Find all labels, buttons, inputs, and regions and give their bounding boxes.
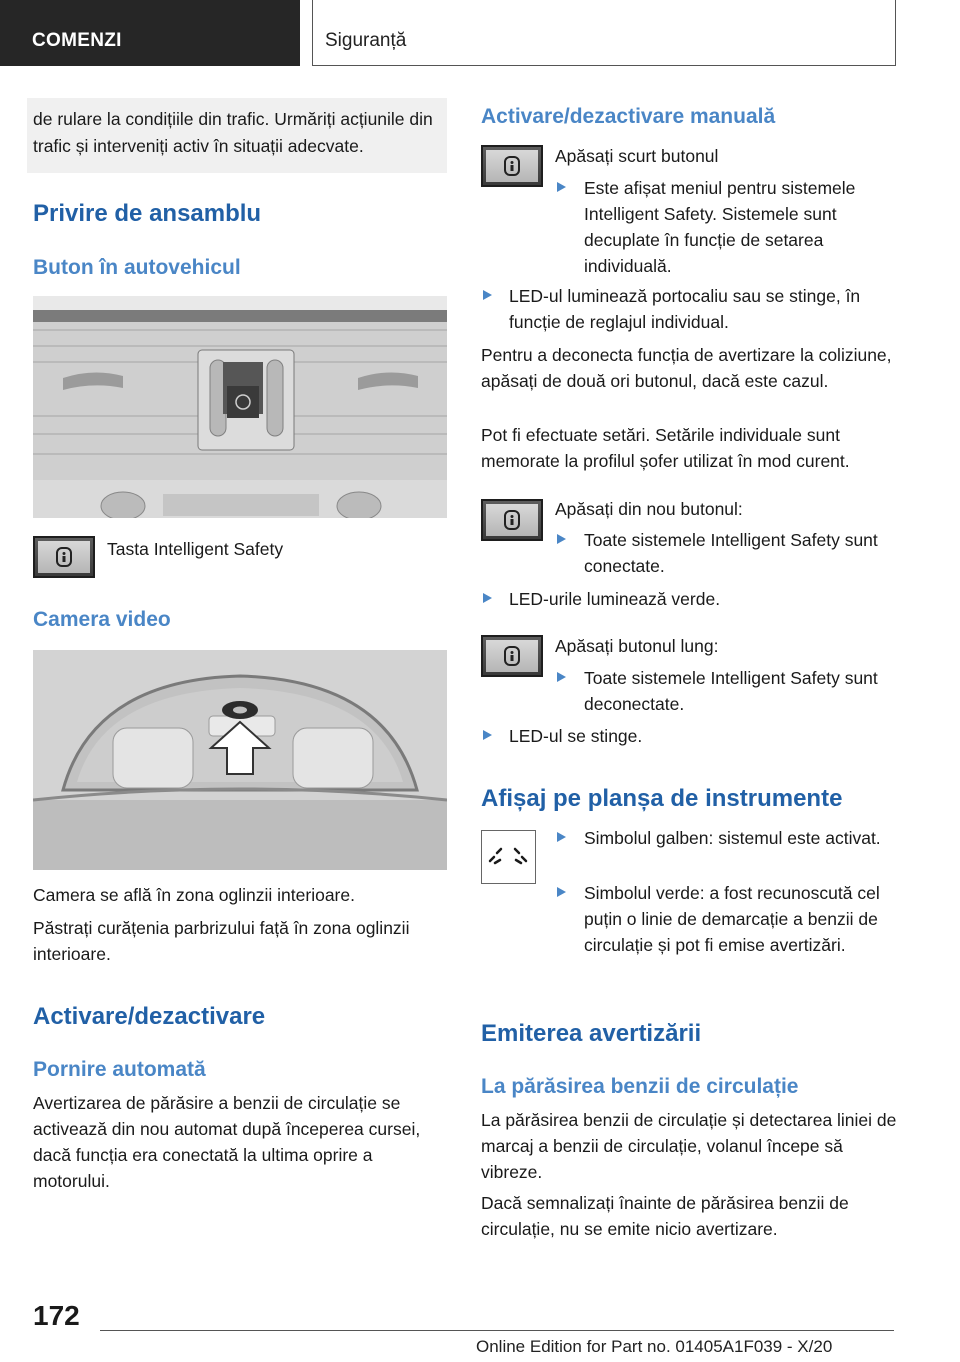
heading-camera: Camera video [33,608,171,631]
heading-manual: Activare/dezactivare manuală [481,105,776,128]
intelligent-safety-icon [52,545,76,569]
intelligent-safety-icon [500,154,524,178]
disconnect-text: Pentru a deconecta funcția de avertizare la coliziune, apăsați de două ori butonul, dacă este cazul. [481,345,892,391]
lane-symbol-image [481,830,536,884]
display-item-1: Simbolul galben: sistemul este activat. [584,828,881,848]
heading-leaving-lane: La părăsirea benzii de circulație [481,1075,799,1098]
note-box: de rulare la condițiile din trafic. Urmăriți acțiunile din trafic și interveniți activ în situații adecvate. [27,98,447,173]
short-item-1: Este afișat meniul pentru sistemele Intelligent Safety. Sistemele sunt decuplate în funcție de setarea individuală. [584,178,856,276]
short-item-2: LED-ul luminează portocaliu sau se stinge, în funcție de reglajul individual. [509,286,861,332]
section-tab [0,0,300,66]
button-image-short [481,145,543,187]
button-image-again [481,499,543,541]
bullet-triangle-icon [483,593,492,603]
heading-display: Afișaj pe planșa de instrumente [481,785,843,812]
bullet-triangle-icon [557,672,566,682]
display-item-2: Simbolul verde: a fost recunoscută cel puțin o linie de demarcație a benzii de circulație și pot fi emise avertizări. [584,883,880,955]
lane-markings-icon [482,831,534,882]
dashboard-button-photo [33,296,447,518]
bullet-triangle-icon [557,182,566,192]
bullet-triangle-icon [483,730,492,740]
long-item-2: LED-ul se stinge. [509,726,643,746]
camera-windshield-photo [33,650,447,870]
heading-auto-start: Pornire automată [33,1058,206,1081]
intelligent-safety-icon [500,508,524,532]
page-number: 172 [33,1300,80,1331]
footer-edition: Online Edition for Part no. 01405A1F039 - X/20 [476,1337,833,1356]
heading-button-in-car: Buton în autovehicul [33,256,241,279]
chapter-tab [312,0,896,66]
leaving-text-2: Dacă semnalizați înainte de părăsirea benzii de circulație, nu se emite nicio avertizare. [481,1193,849,1239]
chapter-title: Siguranță [325,30,407,51]
intelligent-safety-button-image [33,536,95,578]
again-item-2: LED-urile luminează verde. [509,589,721,609]
press-long-text: Apăsați butonul lung: [555,636,719,656]
heading-overview: Privire de ansamblu [33,200,262,227]
heading-activation: Activare/dezactivare [33,1003,266,1030]
button-caption: Tasta Intelligent Safety [107,539,284,559]
button-image-long [481,635,543,677]
bullet-triangle-icon [483,290,492,300]
auto-start-text: Avertizarea de părăsire a benzii de circulație se activează din nou automat după începerea cursei, dacă funcția era conectată la ultima oprire a motorului. [33,1093,421,1191]
footer-divider [100,1330,894,1331]
heading-warning: Emiterea avertizării [481,1020,702,1047]
settings-text: Pot fi efectuate setări. Setările individuale sunt memorate la profilul șofer utilizat în mod curent. [481,425,850,471]
again-item-1: Toate sistemele Intelligent Safety sunt conectate. [584,530,878,576]
bullet-triangle-icon [557,832,566,842]
press-again-text: Apăsați din nou butonul: [555,499,743,519]
section-title: COMENZI [32,30,122,51]
leaving-text-1: La părăsirea benzii de circulație și detectarea liniei de marcaj a benzii de circulație, volanul începe să vibreze. [481,1110,897,1182]
intelligent-safety-icon [500,644,524,668]
bullet-triangle-icon [557,534,566,544]
bullet-triangle-icon [557,887,566,897]
long-item-1: Toate sistemele Intelligent Safety sunt deconectate. [584,668,878,714]
press-short-text: Apăsați scurt butonul [555,146,719,166]
camera-text-2: Păstrați curățenia parbrizului față în zona oglinzii interioare. [33,918,410,964]
camera-text-1: Camera se află în zona oglinzii interioare. [33,885,355,905]
